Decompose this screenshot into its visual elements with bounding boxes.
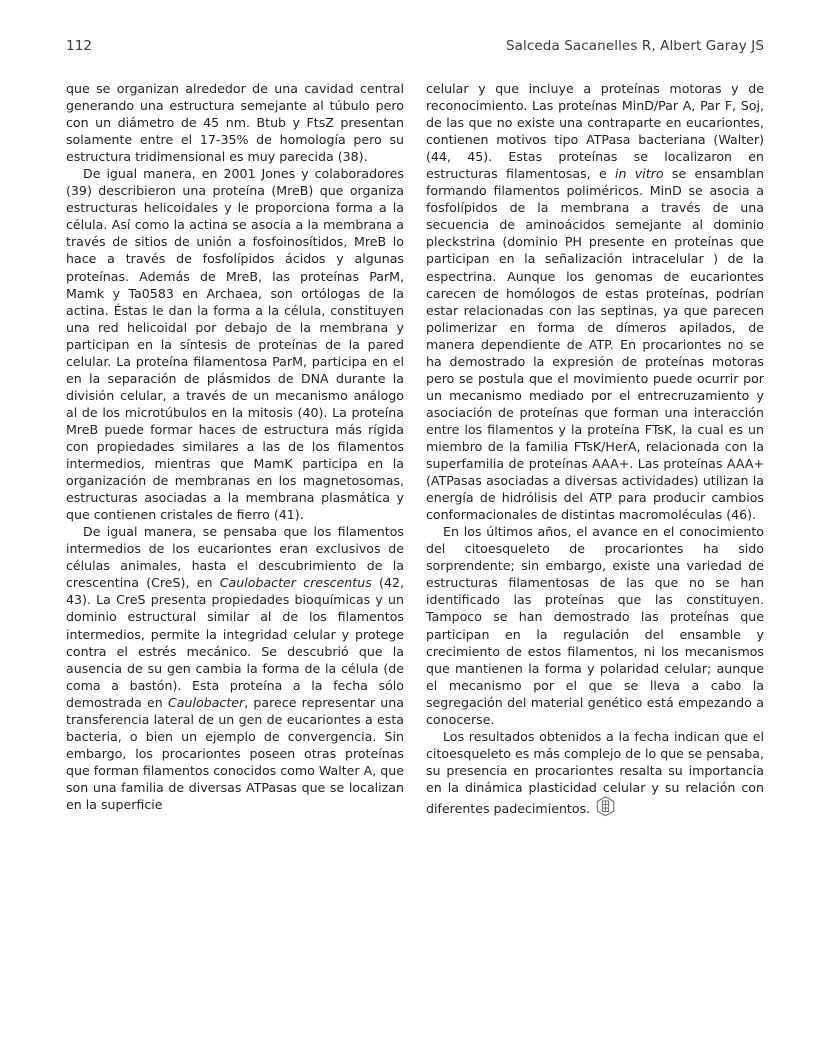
body-paragraph: Los resultados obtenidos a la fecha indican que el citoesqueleto es más complejo de lo que se pensaba, su presencia en procariontes resalta su importancia en la dinámica plasticidad celular y su relación con diferentes padecimientos.	[426, 728, 764, 816]
running-header	[66, 38, 764, 58]
body-paragraph: En los últimos años, el avance en el conocimiento del citoesqueleto de procariontes ha sido sorprendente; sin embargo, existe una variedad de estructuras filamentosas de las que no se han identificado las proteínas que las constituyen. Tampoco se han demostrado las proteínas que participan en la regulación del ensamble y crecimiento de estos filamentos, ni los mecanismos que mantienen la forma y polaridad celular; aunque el mecanismo por el que se lleva a cabo la segregación del material genético está empezando a conocerse.	[426, 524, 764, 727]
page-number: 112	[66, 38, 93, 54]
left-column	[66, 80, 404, 817]
italic-term: in vitro	[615, 166, 664, 182]
italic-term: Caulobacter	[168, 694, 245, 710]
body-paragraph: De igual manera, se pensaba que los filamentos intermedios de los eucariontes eran exclusivos de células animales, hasta el descubrimiento de la crescentina (CreS), en Caulobacter crescentus (42, 43). La CreS presenta propiedades bioquímicas y un dominio estructural similar al de los filamentos intermedios, permite la integridad celular y protege contra el estrés mecánico. Se descubrió que la ausencia de su gen cambia la forma de la célula (de coma a bastón). Esta proteína a la fecha sólo demostrada en Caulobacter, parece representar una transferencia lateral de un gen de eucariontes a esta bacteria, o bien un ejemplo de convergencia. Sin embargo, los procariontes poseen otras proteínas que forman filamentos conocidos como Walter A, que son una familia de diversas ATPasas que se localizan en la superficie	[66, 524, 404, 812]
right-column	[426, 80, 764, 817]
body-paragraph: celular y que incluye a proteínas motoras y de reconocimiento. Las proteínas MinD/Par A, Par F, Soj, de las que no existe una contraparte en eucariontes, contienen motivos tipo ATPasa bacteriana (Walter) (44, 45). Estas proteínas se localizaron en estructuras filamentosas, e in vitro se ensamblan formando filamentos poliméricos. MinD se asocia a fosfolípidos de la membrana a través de una secuencia de aminoácidos semejante al dominio pleckstrina (dominio PH presente en proteínas que participan en la señalización intracelular ) de la espectrina. Aunque los genomas de eucariontes carecen de homólogos de estas proteínas, podrían estar relacionadas con las septinas, ya que parecen polimerizar en forma de dímeros apilados, de manera dependiente de ATP. En procariontes no se ha demostrado la expresión de proteínas motoras pero se postula que el movimiento puede ocurrir por un mecanismo mediado por el entrecruzamiento y asociación de proteínas que forman una interacción entre los filamentos y la proteína FTsK, la cual es un miembro de la familia FTsK/HerA, relacionada con la superfamilia de proteínas AAA+. Las proteínas AAA+ (ATPasas asociadas a diversas actividades) utilizan la energía de hidrólisis del ATP para producir cambios conformacionales de distintas macromoléculas (46).	[426, 81, 764, 523]
italic-term: Caulobacter crescentus	[219, 575, 372, 591]
body-paragraph: De igual manera, en 2001 Jones y colaboradores (39) describieron una proteína (MreB) que organiza estructuras helicoidales y le proporciona forma a la célula. Así como la actina se asocia a la membrana a través de sitios de unión a fosfoinosítidos, MreB lo hace a través de fosfolípidos ácidos y algunas proteínas. Además de MreB, las proteínas ParM, Mamk y Ta0583 en Archaea, son ortólogas de la actina. Éstas le dan la forma a la célula, constituyen una red helicoidal por debajo de la membrana y participan en la síntesis de proteínas de la pared celular. La proteína filamentosa ParM, participa en el en la separación de plásmidos de DNA durante la división celular, a través de un mecanismo análogo al de los microtúbulos en la mitosis (40). La proteína MreB puede formar haces de estructura más rígida con propiedades similares a las de los filamentos intermedios, mientras que MamK participa en la organización de membranas en los magnetosomas, estructuras asociadas a la membrana plasmática y que contienen cristales de fierro (41).	[66, 166, 404, 523]
running-head-authors: Salceda Sacanelles R, Albert Garay JS	[505, 38, 764, 54]
hexagon-end-mark-icon	[596, 796, 615, 817]
body-columns	[66, 80, 764, 817]
body-paragraph: que se organizan alrededor de una cavidad central generando una estructura semejante al túbulo pero con un diámetro de 45 nm. Btub y FtsZ presentan solamente entre el 17-35% de homología pero su estructura tridimensional es muy parecida (38).	[66, 81, 404, 165]
